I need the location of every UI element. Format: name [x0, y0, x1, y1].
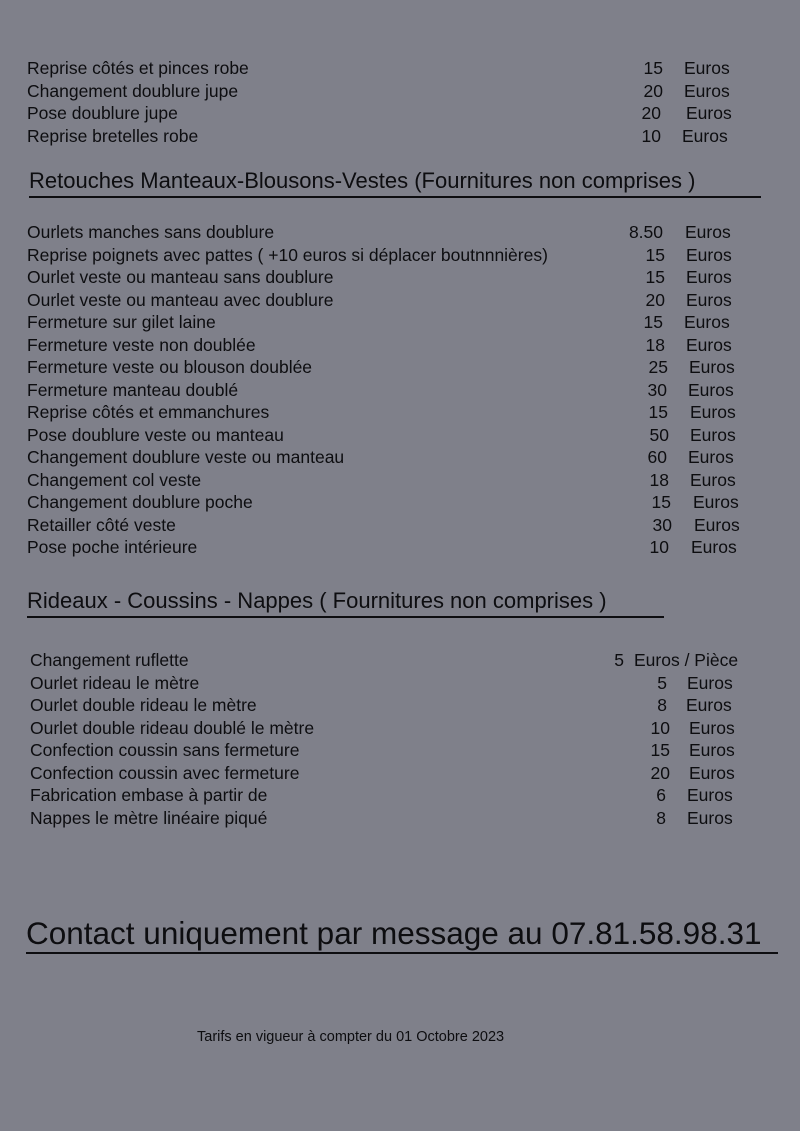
section-2-title: Retouches Manteaux-Blousons-Vestes (Fournitures non comprises )	[29, 168, 761, 198]
item-label: Fabrication embase à partir de	[30, 785, 268, 805]
item-price: 5	[614, 650, 624, 670]
price-row	[27, 57, 787, 80]
item-label: Reprise côtés et pinces robe	[27, 58, 249, 78]
item-price: 6	[656, 785, 666, 805]
item-label: Fermeture veste non doublée	[27, 334, 256, 355]
item-label: Ourlets manches sans doublure	[27, 222, 275, 242]
price-row	[27, 446, 787, 469]
item-price: 15	[650, 740, 670, 760]
item-price: 8	[657, 695, 667, 715]
price-row	[27, 334, 787, 357]
item-unit: Euros	[682, 125, 728, 146]
item-price: 15	[643, 312, 663, 332]
price-row	[27, 244, 787, 267]
item-unit: Euros	[693, 492, 739, 512]
item-label: Reprise côtés et emmanchures	[27, 402, 270, 422]
item-price: 15	[645, 244, 665, 265]
item-price: 15	[643, 58, 663, 78]
item-label: Changement doublure veste ou manteau	[27, 447, 345, 467]
price-row	[30, 649, 790, 672]
item-price: 25	[648, 357, 668, 377]
item-label: Ourlet double rideau le mètre	[30, 695, 257, 715]
item-label: Changement doublure poche	[27, 492, 253, 512]
item-label: Reprise bretelles robe	[27, 125, 199, 146]
item-price: 10	[650, 717, 670, 738]
item-unit: Euros	[686, 334, 732, 355]
item-price: 10	[641, 125, 661, 146]
contact-line: Contact uniquement par message au 07.81.58.98.31	[26, 915, 778, 954]
item-unit: Euros	[687, 807, 733, 828]
item-unit: Euros	[691, 537, 737, 557]
item-label: Fermeture manteau doublé	[27, 379, 239, 400]
item-unit: Euros	[690, 469, 736, 490]
item-unit: Euros	[684, 312, 730, 332]
item-price: 18	[649, 469, 669, 490]
item-unit: Euros	[688, 447, 734, 467]
price-row	[27, 311, 787, 334]
item-price: 30	[647, 379, 667, 400]
item-price: 5	[657, 672, 667, 693]
item-price: 15	[648, 402, 668, 422]
item-label: Fermeture sur gilet laine	[27, 312, 216, 332]
item-label: Confection coussin sans fermeture	[30, 740, 300, 760]
price-row	[27, 125, 787, 148]
price-row	[27, 424, 787, 447]
item-label: Changement col veste	[27, 469, 202, 490]
item-label: Changement doublure jupe	[27, 80, 239, 101]
item-price: 10	[649, 537, 669, 557]
item-unit: Euros	[687, 672, 733, 693]
item-label: Pose doublure veste ou manteau	[27, 424, 284, 445]
item-label: Reprise poignets avec pattes ( +10 euros si déplacer boutnnnières)	[27, 244, 548, 265]
item-label: Ourlet veste ou manteau sans doublure	[27, 267, 334, 287]
price-row	[27, 102, 787, 125]
section-3-list	[30, 649, 790, 829]
price-row	[30, 762, 790, 785]
item-label: Changement ruflette	[30, 650, 189, 670]
item-unit: Euros	[690, 402, 736, 422]
section-1-list	[27, 57, 787, 147]
price-row	[30, 694, 790, 717]
price-row	[27, 80, 787, 103]
item-label: Pose doublure jupe	[27, 103, 178, 123]
item-label: Ourlet double rideau doublé le mètre	[30, 717, 315, 738]
item-price: 15	[645, 267, 665, 287]
item-price: 15	[651, 492, 671, 512]
item-label: Fermeture veste ou blouson doublée	[27, 357, 313, 377]
item-unit: Euros	[686, 244, 732, 265]
item-unit: Euros	[690, 424, 736, 445]
section-2-list	[27, 221, 787, 559]
item-unit: Euros	[684, 80, 730, 101]
item-price: 20	[645, 289, 665, 310]
item-unit: Euros	[689, 762, 735, 783]
price-row	[30, 739, 790, 762]
item-price: 20	[641, 103, 661, 123]
price-row	[27, 356, 787, 379]
price-row	[30, 784, 790, 807]
item-unit: Euros	[685, 222, 731, 242]
tariff-date-note: Tarifs en vigueur à compter du 01 Octobre 2023	[197, 1029, 505, 1045]
item-unit: Euros	[686, 289, 732, 310]
price-row	[30, 672, 790, 695]
item-unit: Euros	[686, 695, 732, 715]
price-row	[27, 221, 787, 244]
item-unit: Euros	[684, 58, 730, 78]
item-price: 30	[652, 514, 672, 535]
item-unit: Euros	[687, 785, 733, 805]
item-price: 60	[647, 447, 667, 467]
item-label: Ourlet rideau le mètre	[30, 672, 200, 693]
item-unit: Euros	[689, 740, 735, 760]
item-price: 20	[650, 762, 670, 783]
item-unit: Euros / Pièce	[634, 650, 739, 670]
price-row	[27, 491, 787, 514]
item-label: Retailler côté veste	[27, 514, 176, 535]
item-unit: Euros	[689, 717, 735, 738]
price-row	[27, 536, 787, 559]
item-unit: Euros	[694, 514, 740, 535]
section-3-title: Rideaux - Coussins - Nappes ( Fournitures non comprises )	[27, 588, 664, 618]
item-price: 8.50	[628, 222, 663, 242]
item-label: Ourlet veste ou manteau avec doublure	[27, 289, 334, 310]
item-unit: Euros	[686, 267, 732, 287]
price-row	[27, 401, 787, 424]
item-unit: Euros	[688, 379, 734, 400]
item-label: Confection coussin avec fermeture	[30, 762, 300, 783]
item-label: Pose poche intérieure	[27, 537, 198, 557]
item-price: 18	[645, 334, 665, 355]
item-unit: Euros	[689, 357, 735, 377]
price-row	[30, 717, 790, 740]
price-row	[27, 379, 787, 402]
item-price: 8	[656, 807, 666, 828]
price-row	[27, 289, 787, 312]
item-unit: Euros	[686, 103, 732, 123]
price-row	[27, 469, 787, 492]
price-row	[27, 266, 787, 289]
price-row	[27, 514, 787, 537]
item-price: 50	[649, 424, 669, 445]
price-row	[30, 807, 790, 830]
item-label: Nappes le mètre linéaire piqué	[30, 807, 268, 828]
item-price: 20	[643, 80, 663, 101]
